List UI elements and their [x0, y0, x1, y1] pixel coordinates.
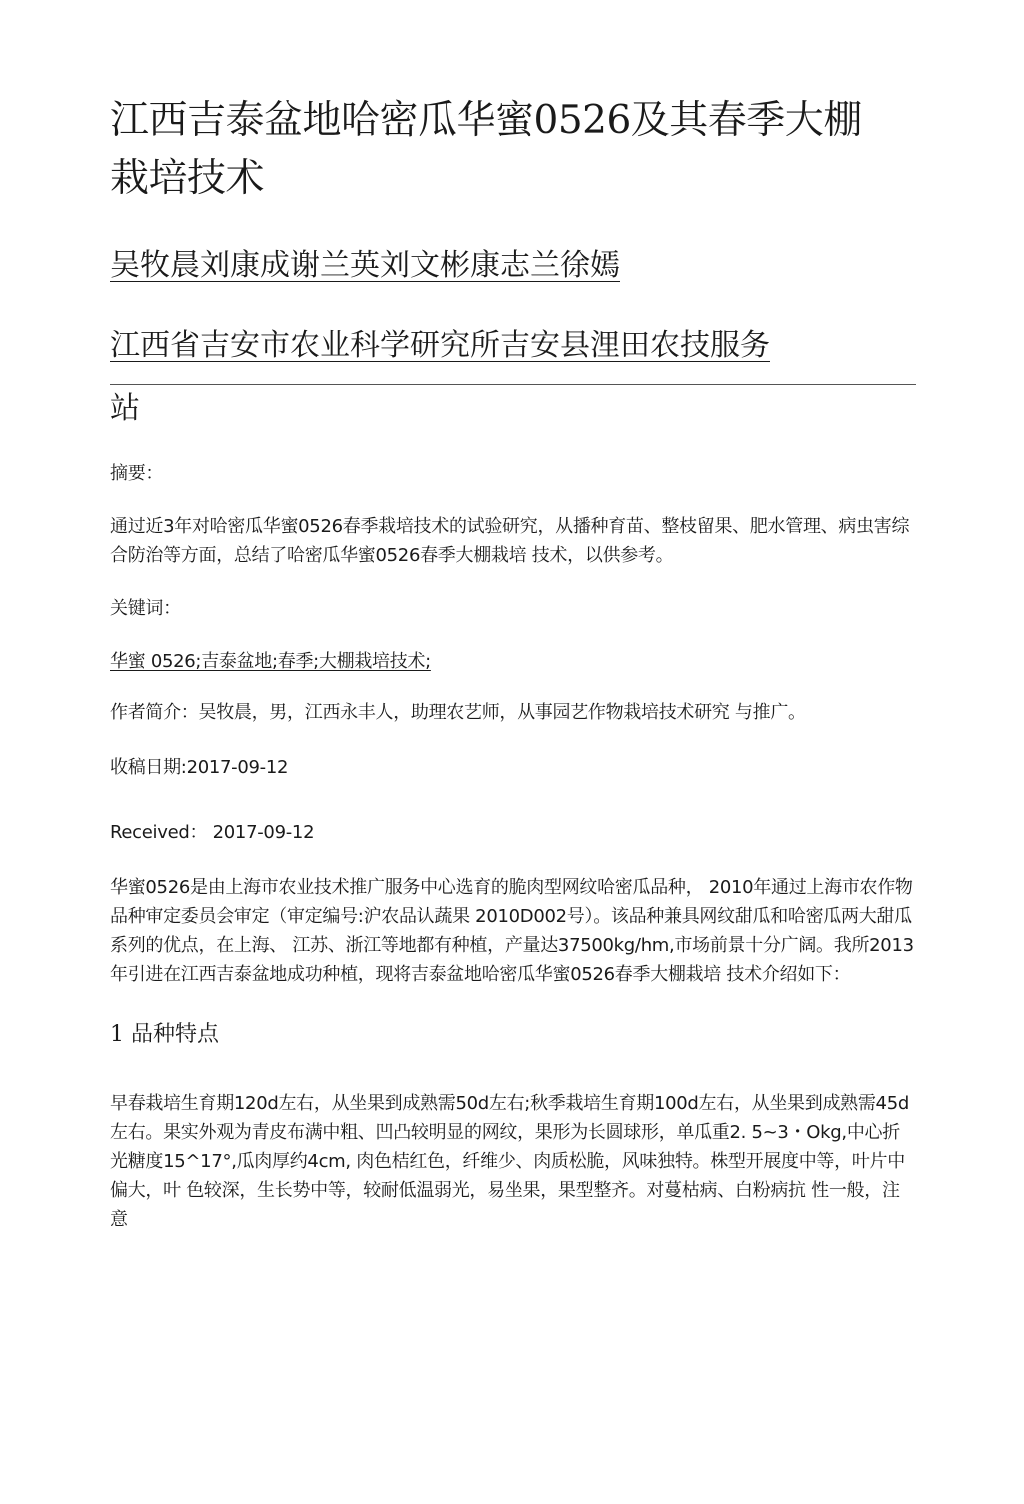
affiliation-line-continued: 站 — [110, 391, 140, 426]
section-body: 早春栽培生育期120d左右，从坐果到成熟需50d左右;秋季栽培生育期100d左右，从坐果到成熟需45d左右。果实外观为青皮布满中粗、凹凸较明显的网纹，果形为长圆球形，单瓜重2. 5~3・Okg,中心折光糖度15^17°,瓜肉厚约4cm, 肉色桔红色，纤维少、肉质松脆，风味独特。株型开展度中等，叶片中偏大，叶 色较深，生长势中等，较耐低温弱光，易坐果，果型整齐。对蔓枯病、白粉病抗 性一般，注意 — [110, 1093, 909, 1230]
affiliation-line: 江西省吉安市农业科学研究所吉安县浬田农技服务 — [110, 328, 770, 363]
received-date: 收稿日期:2017-09-12 — [110, 757, 289, 778]
document-page — [110, 92, 916, 1234]
keywords-label: 关键词： — [110, 598, 181, 619]
intro-paragraph: 华蜜0526是由上海市农业技术推广服务中心选育的脆肉型网纹哈密瓜品种， 2010年通过上海市农作物品种审定委员会审定（审定编号:沪农品认蔬果 2010D002号）。该品种兼具网纹甜瓜和哈密瓜两大甜瓜系列的优点，在上海、 江苏、浙江等地都有种植，产量达37500kg/hm,市场前景十分广阔。我所2013年引进在江西吉泰盆地成功种植，现将吉泰盆地哈密瓜华蜜0526春季大棚栽培 技术介绍如下： — [110, 877, 914, 985]
author-list: 吴牧晨刘康成谢兰英刘文彬康志兰徐嫣 — [110, 248, 620, 283]
abstract-label: 摘要： — [110, 463, 164, 484]
document-title: 江西吉泰盆地哈密瓜华蜜0526及其春季大棚栽培技术 — [110, 98, 862, 201]
keywords-list[interactable]: 华蜜 0526;吉泰盆地;春季;大棚栽培技术; — [110, 651, 431, 672]
author-bio: 作者简介：吴牧晨，男，江西永丰人，助理农艺师，从事园艺作物栽培技术研究 与推广。 — [110, 702, 806, 723]
header-divider — [110, 384, 916, 385]
section-heading: 1 品种特点 — [110, 1022, 219, 1047]
abstract-text: 通过近3年对哈密瓜华蜜0526春季栽培技术的试验研究，从播种育苗、整枝留果、肥水管理、病虫害综合防治等方面，总结了哈密瓜华蜜0526春季大棚栽培 技术，以供参考。 — [110, 516, 910, 566]
received-date-english: Received： 2017-09-12 — [110, 822, 315, 843]
